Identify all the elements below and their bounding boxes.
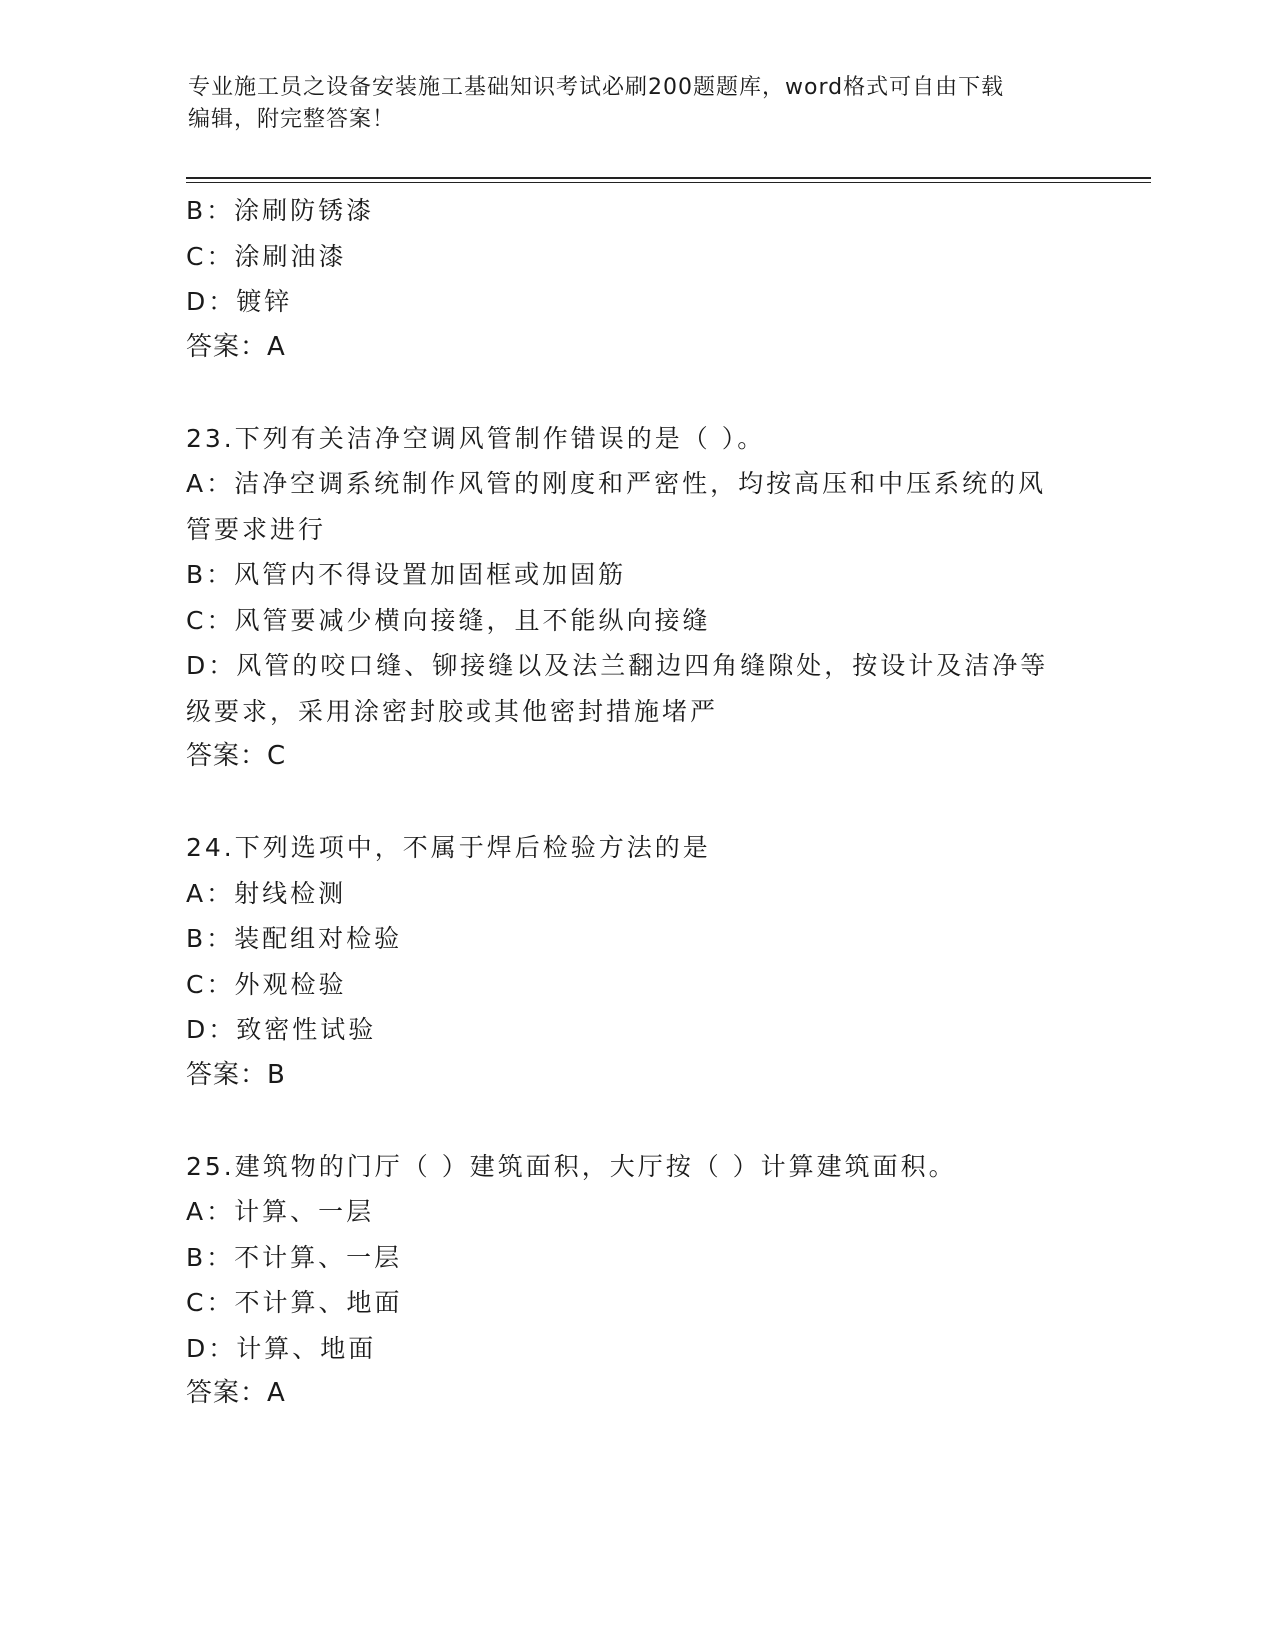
option-a: A：射线检测 — [186, 878, 347, 908]
header-title-line-2: 编辑，附完整答案！ — [188, 107, 396, 132]
option-a-line-2: 管要求进行 — [186, 514, 327, 544]
option-b: B：装配组对检验 — [186, 924, 403, 953]
question-25 — [186, 1144, 1086, 1417]
question-text: 25.建筑物的门厅（ ）建筑面积，大厅按（ ）计算建筑面积。 — [186, 1151, 957, 1181]
question-23 — [186, 416, 1086, 780]
spacer — [186, 1098, 1086, 1144]
question-24 — [186, 825, 1086, 1098]
option-c: C：涂刷油漆 — [186, 241, 347, 271]
question-content — [186, 188, 1086, 1417]
option-c: C：风管要减少横向接缝，且不能纵向接缝 — [186, 605, 711, 635]
option-b: B：涂刷防锈漆 — [186, 196, 375, 225]
option-b: B：不计算、一层 — [186, 1242, 403, 1272]
header-title-line-1: 专业施工员之设备安装施工基础知识考试必刷200题题库，word格式可自由下载 — [188, 75, 1005, 100]
spacer — [186, 370, 1086, 416]
page-header — [188, 72, 1068, 136]
option-d: D：致密性试验 — [186, 1015, 377, 1044]
answer: 答案：C — [186, 741, 287, 771]
option-b: B：风管内不得设置加固框或加固筋 — [186, 560, 627, 589]
option-d-line-2: 级要求，采用涂密封胶或其他密封措施堵严 — [186, 696, 719, 726]
option-c: C：外观检验 — [186, 969, 347, 999]
option-d: D：镀锌 — [186, 287, 293, 316]
spacer — [186, 780, 1086, 826]
header-divider-thick — [186, 177, 1151, 179]
option-a-line-1: A：洁净空调系统制作风管的刚度和严密性，均按高压和中压系统的风 — [186, 469, 1047, 498]
answer: 答案：A — [186, 1378, 286, 1408]
question-text: 23.下列有关洁净空调风管制作错误的是（ ）。 — [186, 423, 766, 453]
option-a: A：计算、一层 — [186, 1197, 375, 1226]
option-d: D：计算、地面 — [186, 1333, 377, 1363]
question-fragment-22 — [186, 188, 1086, 370]
option-c: C：不计算、地面 — [186, 1288, 403, 1317]
header-divider-thin — [186, 182, 1151, 183]
answer: 答案：B — [186, 1059, 286, 1090]
question-text: 24.下列选项中，不属于焊后检验方法的是 — [186, 833, 711, 862]
option-d-line-1: D：风管的咬口缝、铆接缝以及法兰翻边四角缝隙处，按设计及洁净等 — [186, 651, 1049, 680]
answer: 答案：A — [186, 331, 286, 362]
